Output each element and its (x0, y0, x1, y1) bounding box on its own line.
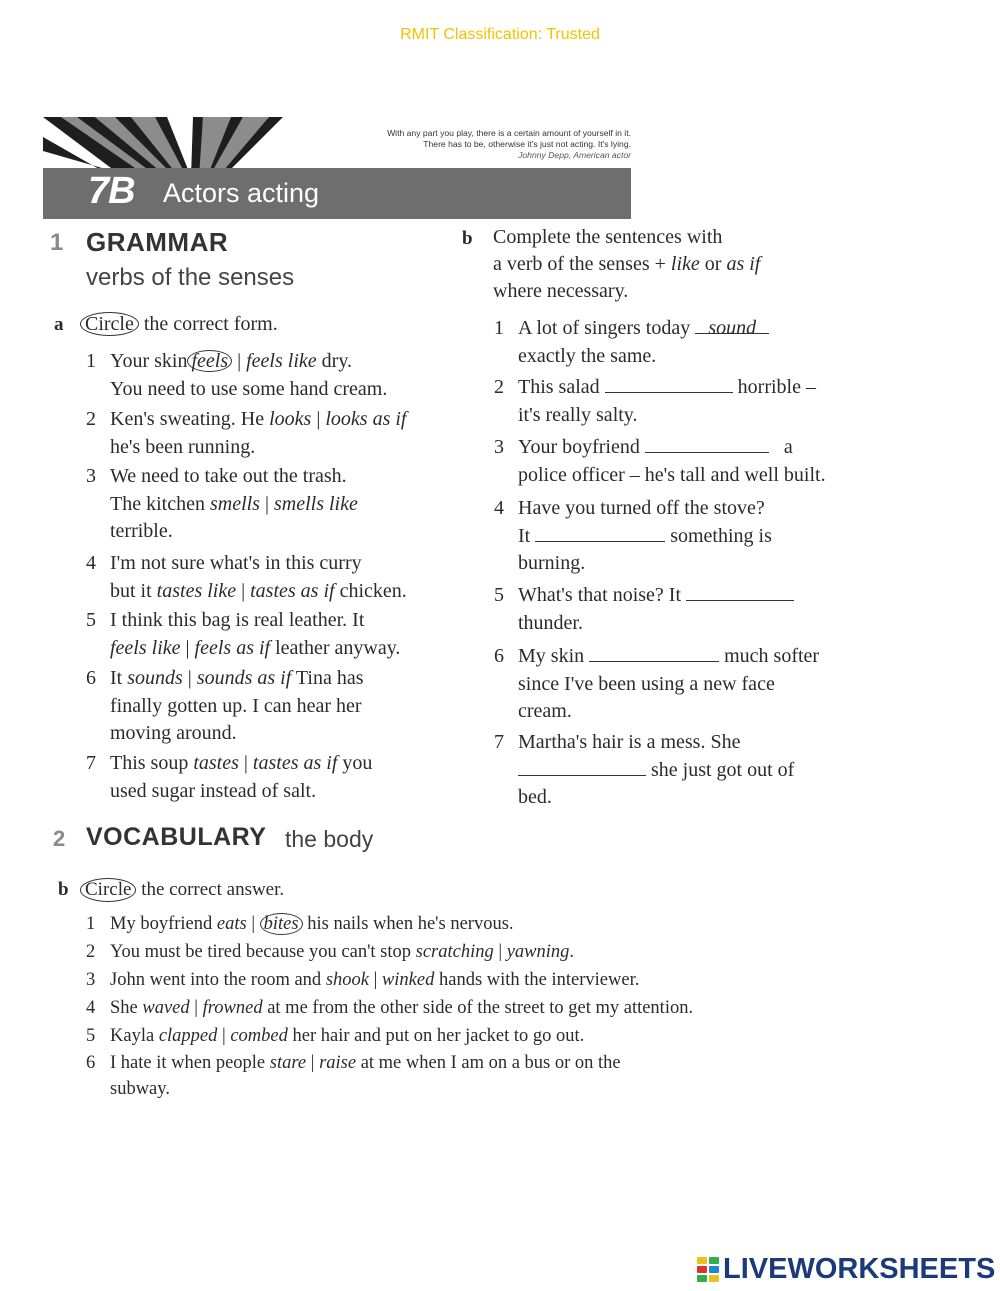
answer-field[interactable] (686, 582, 794, 601)
answer-field[interactable] (535, 523, 665, 542)
exercise-1a-letter: a (54, 314, 64, 335)
circle-word: Circle (80, 878, 136, 902)
vocab-item-1: 1 My boyfriend eats | bites his nails when he's nervous. (86, 914, 514, 934)
answer-field[interactable]: sound (695, 315, 769, 334)
answer-option[interactable]: waved (142, 998, 190, 1018)
answer-option[interactable]: combed (230, 1026, 288, 1046)
liveworksheets-logo-text: LIVEWORKSHEETS (723, 1253, 996, 1285)
answer-option-selected[interactable]: feels (187, 350, 232, 372)
quote-line-2: There has to be, otherwise it's just not acting. It's lying. (423, 139, 631, 149)
vocab-item-5: 5 Kayla clapped | combed her hair and put on her jacket to go out. (86, 1026, 585, 1046)
answer-option[interactable]: tastes as if (252, 752, 338, 774)
vocabulary-section-title: VOCABULARY (86, 823, 267, 851)
answer-option[interactable]: sounds (127, 667, 183, 689)
unit-title: Actors acting (163, 178, 320, 208)
grammar-b-item-5: 5 What's that noise? It thunder. (494, 582, 874, 638)
grammar-b-item-2: 2 This salad horrible – it's really salty. (494, 376, 816, 426)
grammar-a-item-3: 3 We need to take out the trash. The kitchen smells | smells like terrible. (86, 465, 358, 542)
answer-option[interactable]: scratching (415, 942, 494, 962)
vocabulary-section-number: 2 (53, 826, 66, 851)
answer-field[interactable] (645, 434, 769, 453)
quote-line-1: With any part you play, there is a certain amount of yourself in it. (387, 128, 631, 138)
vocab-item-2: 2 You must be tired because you can't stop scratching | yawning. (86, 942, 575, 962)
answer-option[interactable]: smells like (273, 492, 358, 515)
grammar-a-item-2: 2 Ken's sweating. He looks | looks as if he's been running. (86, 408, 407, 458)
answer-option[interactable]: shook (325, 970, 369, 990)
classification-label: RMIT Classification: Trusted (400, 26, 600, 43)
answer-option[interactable]: feels like (246, 350, 317, 372)
answer-option[interactable]: winked (381, 970, 435, 990)
grammar-a-item-1: 1 Your skin feels | feels like dry. You need to use some hand cream. (86, 350, 388, 400)
grammar-a-item-7: 7 This soup tastes | tastes as if you used sugar instead of salt. (86, 752, 373, 802)
grammar-b-item-6: 6 My skin much softer since I've been using a new face cream. (494, 645, 820, 722)
grammar-b-item-3: 3 Your boyfriend a police officer – he's tall and well built. (494, 436, 826, 486)
header-quote (387, 128, 631, 161)
liveworksheets-icon (697, 1257, 721, 1283)
unit-number: 7B (88, 170, 135, 212)
grammar-b-item-4: 4 Have you turned off the stove? It something is burning. (494, 497, 772, 574)
exercise-2b-letter: b (58, 879, 69, 900)
exercise-1a-instruction: Circle the correct form. (80, 311, 278, 338)
answer-option[interactable]: looks as if (325, 408, 407, 430)
exercise-2b-instruction: Circle the correct answer. (80, 876, 284, 903)
answer-field[interactable] (605, 374, 733, 393)
exercise-1b-letter: b (462, 228, 473, 249)
grammar-a-item-6: 6 It sounds | sounds as if Tina has finally gotten up. I can hear her moving around. (86, 667, 364, 744)
answer-option[interactable]: raise (319, 1053, 357, 1073)
answer-option[interactable]: smells (209, 492, 260, 515)
quote-author: Johnny Depp, American actor (518, 150, 631, 160)
answer-option[interactable]: clapped (158, 1026, 218, 1046)
answer-field[interactable] (518, 757, 646, 776)
grammar-b-item-7: 7 Martha's hair is a mess. She she just got out of bed. (494, 731, 795, 808)
answer-option[interactable]: stare (269, 1053, 307, 1073)
vocab-item-6: 6 I hate it when people stare | raise at me when I am on a bus or on the subway. (86, 1053, 621, 1099)
answer-option[interactable]: yawning (506, 942, 570, 962)
vocabulary-section-subtitle: the body (285, 826, 374, 852)
answer-option[interactable]: eats (216, 914, 247, 934)
answer-option[interactable]: looks (269, 408, 312, 430)
vocab-item-3: 3 John went into the room and shook | winked hands with the interviewer. (86, 970, 640, 990)
answer-option-selected[interactable]: bites (260, 913, 303, 935)
answer-option[interactable]: frowned (202, 998, 263, 1018)
vocab-item-4: 4 She waved | frowned at me from the other side of the street to get my attention. (86, 998, 694, 1018)
answer-option[interactable]: tastes as if (250, 579, 335, 602)
grammar-a-item-5: 5 I think this bag is real leather. It feels like | feels as if leather anyway. (86, 609, 401, 659)
grammar-b-item-1: 1 A lot of singers today sound exactly the same. (494, 315, 874, 371)
grammar-section-title: GRAMMAR (86, 227, 229, 257)
grammar-section-number: 1 (50, 229, 64, 256)
circle-word: Circle (80, 312, 139, 336)
answer-option[interactable]: tastes like (156, 579, 237, 602)
exercise-1b-instruction: Complete the sentences with a verb of the senses + like or as if where necessary. (493, 226, 761, 302)
answer-option[interactable]: tastes (193, 752, 239, 774)
answer-option[interactable]: sounds as if (196, 667, 292, 689)
answer-option[interactable]: feels like (110, 636, 181, 659)
answer-option[interactable]: feels as if (194, 636, 271, 659)
answer-field[interactable] (589, 643, 719, 662)
grammar-section-subtitle: verbs of the senses (86, 264, 295, 291)
grammar-a-item-4: 4 I'm not sure what's in this curry but it tastes like | tastes as if chicken. (86, 552, 407, 602)
